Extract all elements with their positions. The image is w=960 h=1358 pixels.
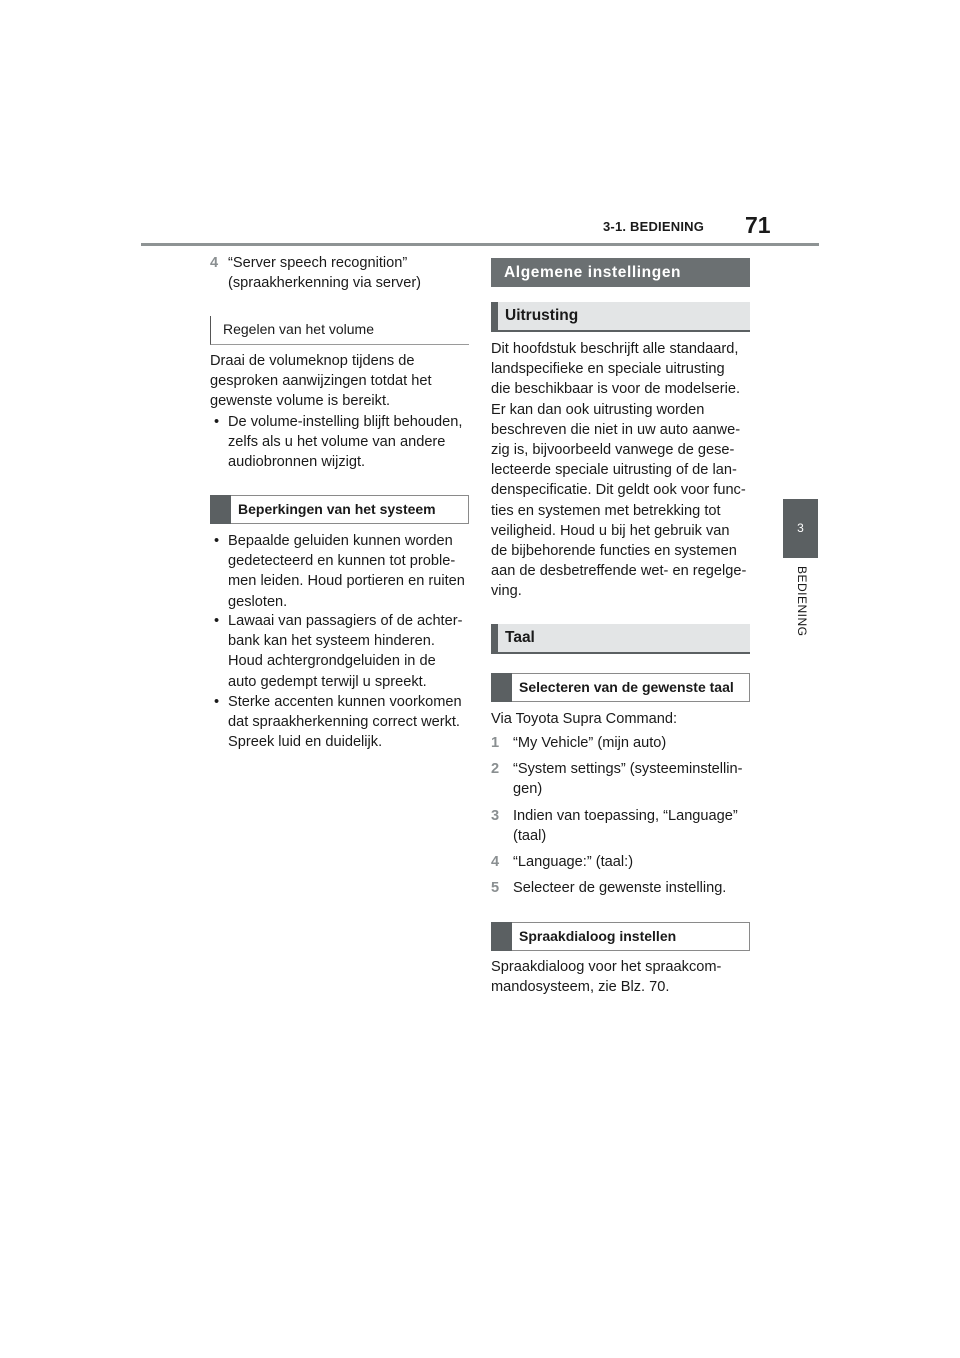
step-text: (spraakherkenning via server) xyxy=(228,275,422,292)
text-line: gesloten. xyxy=(228,593,288,610)
uitrusting-paragraph xyxy=(491,339,746,602)
limits-heading-label: Beperkingen van het systeem xyxy=(238,501,436,517)
text-line: ving. xyxy=(491,583,522,600)
text-line: men leiden. Houd portieren en ruiten xyxy=(228,573,465,590)
taal-heading: Taal xyxy=(491,624,750,654)
text-line: landspecifieke en speciale uitrusting xyxy=(491,361,725,378)
step-number: 5 xyxy=(491,880,500,896)
step-text: gen) xyxy=(513,781,543,798)
text-line: die beschikbaar is voor de modelserie. xyxy=(491,381,741,398)
dialog-heading xyxy=(491,922,750,951)
text-line: Draai de volumeknop tijdens de xyxy=(210,353,415,369)
text-line: mandosysteem, zie Blz. 70. xyxy=(491,979,670,996)
section-title: 3-1. BEDIENING xyxy=(603,219,705,234)
limits-heading xyxy=(210,495,469,524)
header-divider xyxy=(141,243,819,246)
bullet-marker: • xyxy=(214,533,220,549)
step-number: 4 xyxy=(210,255,219,271)
step-number: 1 xyxy=(491,735,500,751)
volume-heading xyxy=(210,316,469,345)
volume-paragraph xyxy=(210,351,432,412)
dialog-heading-label: Spraakdialoog instellen xyxy=(519,928,677,944)
text-line: Dit hoofdstuk beschrijft alle standaard, xyxy=(491,341,739,357)
step-text: (taal) xyxy=(513,828,547,845)
text-line: Lawaai van passagiers of de achter- xyxy=(228,613,463,629)
step-number: 4 xyxy=(491,854,500,870)
text-line: zelfs als u het volume van andere xyxy=(228,434,446,451)
text-line: dat spraakherkenning correct werkt. xyxy=(228,714,460,731)
main-heading: Algemene instellingen xyxy=(491,258,750,287)
step-text: “System settings” (systeeminstellin- xyxy=(513,761,743,777)
text-line: lecteerde speciale uitrusting of de lan- xyxy=(491,462,737,479)
text-line: Houd achtergrondgeluiden in de xyxy=(228,653,436,670)
text-line: Spreek luid en duidelijk. xyxy=(228,734,383,751)
text-line: gewenste volume is bereikt. xyxy=(210,393,391,410)
text-line: zig is, bijvoorbeeld vanwege de gese- xyxy=(491,442,735,459)
text-line: Sterke accenten kunnen voorkomen xyxy=(228,694,462,710)
page-number: 71 xyxy=(745,212,771,238)
text-line: beschreven die niet in uw auto aanwe- xyxy=(491,421,741,438)
text-line: ties en systemen met betrekking tot xyxy=(491,502,721,519)
text-line: Bepaalde geluiden kunnen worden xyxy=(228,533,453,549)
dialog-paragraph xyxy=(491,957,721,997)
step-text: “Language:” (taal:) xyxy=(513,854,634,870)
text-line: denspecificatie. Dit geldt ook voor func- xyxy=(491,482,746,499)
bullet-marker: • xyxy=(214,414,220,430)
text-line: De volume-instelling blijft behouden, xyxy=(228,414,463,430)
text-line: audiobronnen wijzigt. xyxy=(228,454,366,471)
select-language-heading xyxy=(491,673,750,702)
step-text: Selecteer de gewenste instelling. xyxy=(513,880,727,896)
step-number: 2 xyxy=(491,761,500,777)
text-line: auto gedempt terwijl u spreekt. xyxy=(228,673,427,690)
text-line: veiligheid. Houd u bij het gebruik van xyxy=(491,522,730,539)
chapter-label: BEDIENING xyxy=(795,566,809,637)
heading-marker xyxy=(491,673,512,702)
text-line: aan de desbetreffende wet- en regelge- xyxy=(491,563,747,580)
via-text: Via Toyota Supra Command: xyxy=(491,711,678,727)
step-text: Indien van toepassing, “Language” xyxy=(513,808,738,824)
uitrusting-heading: Uitrusting xyxy=(491,302,750,332)
text-line: gesproken aanwijzingen totdat het xyxy=(210,373,432,390)
text-line: Spraakdialoog voor het spraakcom- xyxy=(491,959,722,975)
step-number: 3 xyxy=(491,808,500,824)
text-line: de bijbehorende functies en systemen xyxy=(491,543,737,560)
heading-marker xyxy=(491,922,512,951)
text-line: bank kan het systeem hinderen. xyxy=(228,633,435,650)
volume-heading-label: Regelen van het volume xyxy=(223,321,374,337)
step-text: “Server speech recognition” xyxy=(228,255,408,271)
text-line: gedetecteerd en kunnen tot proble- xyxy=(228,553,456,570)
text-line: Er kan dan ook uitrusting worden xyxy=(491,401,705,418)
heading-marker xyxy=(210,495,231,524)
step-text: “My Vehicle” (mijn auto) xyxy=(513,735,667,751)
select-language-label: Selecteren van de gewenste taal xyxy=(519,679,734,695)
chapter-tab: 3 xyxy=(783,499,818,558)
bullet-marker: • xyxy=(214,613,220,629)
bullet-marker: • xyxy=(214,694,220,710)
